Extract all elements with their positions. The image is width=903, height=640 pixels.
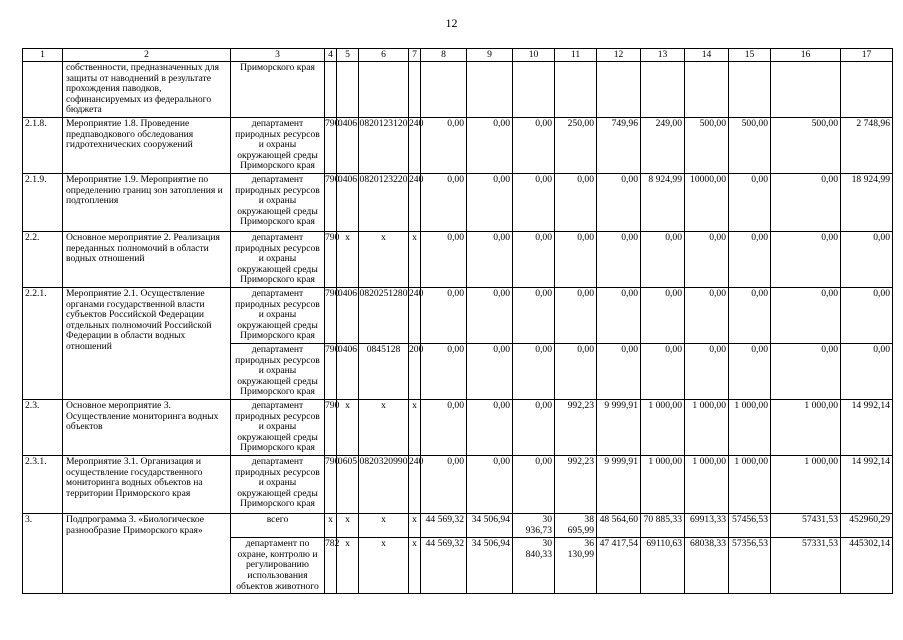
amount-cell: 0,00	[729, 344, 771, 400]
header-cell: 15	[729, 49, 771, 62]
header-cell: 16	[771, 49, 841, 62]
amount-cell: 36 130,99	[555, 538, 597, 594]
section-code: х	[337, 232, 359, 288]
amount-cell: 0,00	[597, 344, 641, 400]
amount-cell: 0,00	[597, 174, 641, 232]
activity-name: Основное мероприятие 3. Осуществление мониторинга водных объектов	[63, 400, 231, 456]
executor: департамент природных ресурсов и охраны окружающей среды Приморского края	[231, 456, 325, 514]
amount-cell: 0,00	[685, 288, 729, 344]
budget-table	[22, 48, 893, 594]
amount-cell: 0,00	[467, 232, 513, 288]
table-row	[23, 118, 893, 174]
amount-cell: 48 564,60	[597, 514, 641, 538]
executor: всего	[231, 514, 325, 538]
grbs-code: х	[325, 514, 337, 538]
amount-cell: 0,00	[555, 288, 597, 344]
amount-cell	[597, 62, 641, 118]
target-article-code: 0845128	[359, 344, 409, 400]
amount-cell	[771, 62, 841, 118]
section-code: х	[337, 400, 359, 456]
activity-name: Подпрограмма 3. «Биологическое разнообразие Приморского края»	[63, 514, 231, 594]
row-number: 2.1.8.	[23, 118, 63, 174]
amount-cell: 0,00	[513, 400, 555, 456]
amount-cell: 0,00	[421, 288, 467, 344]
amount-cell: 0,00	[555, 232, 597, 288]
row-number: 2.3.1.	[23, 456, 63, 514]
row-number: 2.1.9.	[23, 174, 63, 232]
amount-cell: 1 000,00	[729, 456, 771, 514]
table-row	[23, 232, 893, 288]
amount-cell	[641, 62, 685, 118]
grbs-code: 790	[325, 456, 337, 514]
amount-cell	[513, 62, 555, 118]
row-number	[23, 62, 63, 118]
grbs-code: 782	[325, 538, 337, 594]
amount-cell: 0,00	[513, 344, 555, 400]
amount-cell: 500,00	[771, 118, 841, 174]
amount-cell: 0,00	[467, 400, 513, 456]
executor: департамент природных ресурсов и охраны окружающей среды Приморского края	[231, 400, 325, 456]
grbs-code: 790	[325, 400, 337, 456]
grbs-code: 790	[325, 232, 337, 288]
header-cell: 17	[841, 49, 893, 62]
amount-cell: 34 506,94	[467, 514, 513, 538]
target-article-code: х	[359, 514, 409, 538]
grbs-code	[325, 62, 337, 118]
amount-cell: 0,00	[513, 174, 555, 232]
header-cell: 5	[337, 49, 359, 62]
section-code: х	[337, 514, 359, 538]
table-row	[23, 456, 893, 514]
amount-cell	[841, 62, 893, 118]
header-cell: 2	[63, 49, 231, 62]
activity-name: Мероприятие 1.9. Мероприятие по определению границ зон затопления и подтопления	[63, 174, 231, 232]
amount-cell: 1 000,00	[729, 400, 771, 456]
amount-cell: 9 999,91	[597, 400, 641, 456]
amount-cell: 0,00	[421, 400, 467, 456]
amount-cell: 70 885,33	[641, 514, 685, 538]
amount-cell: 38 695,99	[555, 514, 597, 538]
header-row	[23, 49, 893, 62]
table-header	[23, 49, 893, 62]
amount-cell: 1 000,00	[641, 456, 685, 514]
amount-cell: 0,00	[421, 118, 467, 174]
amount-cell: 0,00	[421, 232, 467, 288]
amount-cell: 34 506,94	[467, 538, 513, 594]
expense-type-code: х	[409, 538, 421, 594]
amount-cell: 68038,33	[685, 538, 729, 594]
expense-type-code: х	[409, 400, 421, 456]
amount-cell: 500,00	[685, 118, 729, 174]
amount-cell: 992,23	[555, 456, 597, 514]
executor: департамент природных ресурсов и охраны окружающей среды Приморского края	[231, 118, 325, 174]
amount-cell: 1 000,00	[685, 400, 729, 456]
expense-type-code	[409, 62, 421, 118]
amount-cell: 69913,33	[685, 514, 729, 538]
target-article-code: 0820123120	[359, 118, 409, 174]
section-code: 0605	[337, 456, 359, 514]
executor: Приморского края	[231, 62, 325, 118]
header-cell: 1	[23, 49, 63, 62]
header-cell: 11	[555, 49, 597, 62]
amount-cell: 0,00	[771, 344, 841, 400]
row-number: 3.	[23, 514, 63, 594]
amount-cell: 0,00	[685, 344, 729, 400]
amount-cell: 0,00	[467, 118, 513, 174]
amount-cell: 0,00	[513, 118, 555, 174]
expense-type-code: х	[409, 232, 421, 288]
expense-type-code: 240	[409, 456, 421, 514]
executor: департамент природных ресурсов и охраны окружающей среды Приморского края	[231, 288, 325, 344]
row-number: 2.2.	[23, 232, 63, 288]
table-row	[23, 288, 893, 344]
amount-cell: 57356,53	[729, 538, 771, 594]
amount-cell: 0,00	[597, 232, 641, 288]
amount-cell: 0,00	[841, 232, 893, 288]
header-cell: 14	[685, 49, 729, 62]
table-row	[23, 514, 893, 538]
activity-name: Мероприятие 3.1. Организация и осуществление государственного мониторинга водных объектов на территории Приморского края	[63, 456, 231, 514]
activity-name: Мероприятие 2.1. Осуществление органами государственной власти субъектов Российской Федерации отдельных полномочий Российской Федерации в области водных отношений	[63, 288, 231, 400]
amount-cell: 0,00	[841, 344, 893, 400]
amount-cell: 0,00	[771, 232, 841, 288]
amount-cell: 0,00	[467, 288, 513, 344]
amount-cell: 18 924,99	[841, 174, 893, 232]
amount-cell: 749,96	[597, 118, 641, 174]
executor: департамент по охране, контролю и регулированию использования объектов животного	[231, 538, 325, 594]
amount-cell	[729, 62, 771, 118]
amount-cell: 0,00	[513, 232, 555, 288]
table-row	[23, 400, 893, 456]
amount-cell: 8 924,99	[641, 174, 685, 232]
page-number: 12	[445, 16, 458, 30]
row-number: 2.3.	[23, 400, 63, 456]
header-cell: 7	[409, 49, 421, 62]
amount-cell: 0,00	[513, 456, 555, 514]
amount-cell: 0,00	[467, 344, 513, 400]
section-code: х	[337, 538, 359, 594]
activity-name: собственности, предназначенных для защиты от наводнений в результате прохождения паводков, софинансируемых из федерального бюджета	[63, 62, 231, 118]
amount-cell: 250,00	[555, 118, 597, 174]
amount-cell: 30 840,33	[513, 538, 555, 594]
expense-type-code: 240	[409, 118, 421, 174]
amount-cell: 0,00	[597, 288, 641, 344]
section-code: 0406	[337, 288, 359, 344]
grbs-code: 790	[325, 344, 337, 400]
amount-cell: 69110,63	[641, 538, 685, 594]
amount-cell: 0,00	[421, 174, 467, 232]
amount-cell: 44 569,32	[421, 538, 467, 594]
amount-cell: 57456,53	[729, 514, 771, 538]
target-article-code: 0820320990	[359, 456, 409, 514]
amount-cell	[467, 62, 513, 118]
header-cell: 9	[467, 49, 513, 62]
amount-cell: 0,00	[771, 288, 841, 344]
amount-cell: 30 936,73	[513, 514, 555, 538]
expense-type-code: 240	[409, 174, 421, 232]
amount-cell: 0,00	[467, 456, 513, 514]
target-article-code: 0820251280	[359, 288, 409, 344]
amount-cell: 57431,53	[771, 514, 841, 538]
amount-cell: 0,00	[685, 232, 729, 288]
amount-cell: 1 000,00	[771, 456, 841, 514]
expense-type-code: х	[409, 514, 421, 538]
grbs-code: 790	[325, 288, 337, 344]
amount-cell: 0,00	[641, 232, 685, 288]
amount-cell: 0,00	[555, 344, 597, 400]
grbs-code: 790	[325, 118, 337, 174]
amount-cell: 0,00	[555, 174, 597, 232]
header-cell: 12	[597, 49, 641, 62]
activity-name: Мероприятие 1.8. Проведение предпаводкового обследования гидротехнических сооружений	[63, 118, 231, 174]
activity-name: Основное мероприятие 2. Реализация переданных полномочий в области водных отношений	[63, 232, 231, 288]
executor: департамент природных ресурсов и охраны окружающей среды Приморского края	[231, 174, 325, 232]
section-code: 0406	[337, 118, 359, 174]
target-article-code: 0820123220	[359, 174, 409, 232]
amount-cell: 9 999,91	[597, 456, 641, 514]
header-cell: 3	[231, 49, 325, 62]
target-article-code: х	[359, 538, 409, 594]
amount-cell: 2 748,96	[841, 118, 893, 174]
expense-type-code: 200	[409, 344, 421, 400]
amount-cell: 249,00	[641, 118, 685, 174]
row-number: 2.2.1.	[23, 288, 63, 400]
amount-cell: 0,00	[771, 174, 841, 232]
header-cell: 13	[641, 49, 685, 62]
amount-cell: 0,00	[641, 288, 685, 344]
executor: департамент природных ресурсов и охраны окружающей среды Приморского края	[231, 344, 325, 400]
amount-cell: 14 992,14	[841, 400, 893, 456]
table-row	[23, 62, 893, 118]
header-cell: 10	[513, 49, 555, 62]
amount-cell	[421, 62, 467, 118]
section-code: 0406	[337, 344, 359, 400]
amount-cell: 452960,29	[841, 514, 893, 538]
amount-cell	[555, 62, 597, 118]
amount-cell: 500,00	[729, 118, 771, 174]
amount-cell: 47 417,54	[597, 538, 641, 594]
amount-cell: 445302,14	[841, 538, 893, 594]
amount-cell	[685, 62, 729, 118]
amount-cell: 10000,00	[685, 174, 729, 232]
amount-cell: 14 992,14	[841, 456, 893, 514]
amount-cell: 0,00	[421, 456, 467, 514]
amount-cell: 57331,53	[771, 538, 841, 594]
section-code	[337, 62, 359, 118]
table-body	[23, 62, 893, 594]
amount-cell: 0,00	[729, 288, 771, 344]
amount-cell: 0,00	[467, 174, 513, 232]
amount-cell: 1 000,00	[771, 400, 841, 456]
amount-cell: 0,00	[641, 344, 685, 400]
header-cell: 8	[421, 49, 467, 62]
amount-cell: 0,00	[729, 232, 771, 288]
amount-cell: 0,00	[729, 174, 771, 232]
table-row	[23, 174, 893, 232]
section-code: 0406	[337, 174, 359, 232]
amount-cell: 1 000,00	[685, 456, 729, 514]
amount-cell: 0,00	[513, 288, 555, 344]
target-article-code: х	[359, 400, 409, 456]
target-article-code: х	[359, 232, 409, 288]
amount-cell: 0,00	[841, 288, 893, 344]
executor: департамент природных ресурсов и охраны окружающей среды Приморского края	[231, 232, 325, 288]
grbs-code: 790	[325, 174, 337, 232]
expense-type-code: 240	[409, 288, 421, 344]
amount-cell: 44 569,32	[421, 514, 467, 538]
header-cell: 4	[325, 49, 337, 62]
target-article-code	[359, 62, 409, 118]
header-cell: 6	[359, 49, 409, 62]
amount-cell: 0,00	[421, 344, 467, 400]
amount-cell: 1 000,00	[641, 400, 685, 456]
amount-cell: 992,23	[555, 400, 597, 456]
